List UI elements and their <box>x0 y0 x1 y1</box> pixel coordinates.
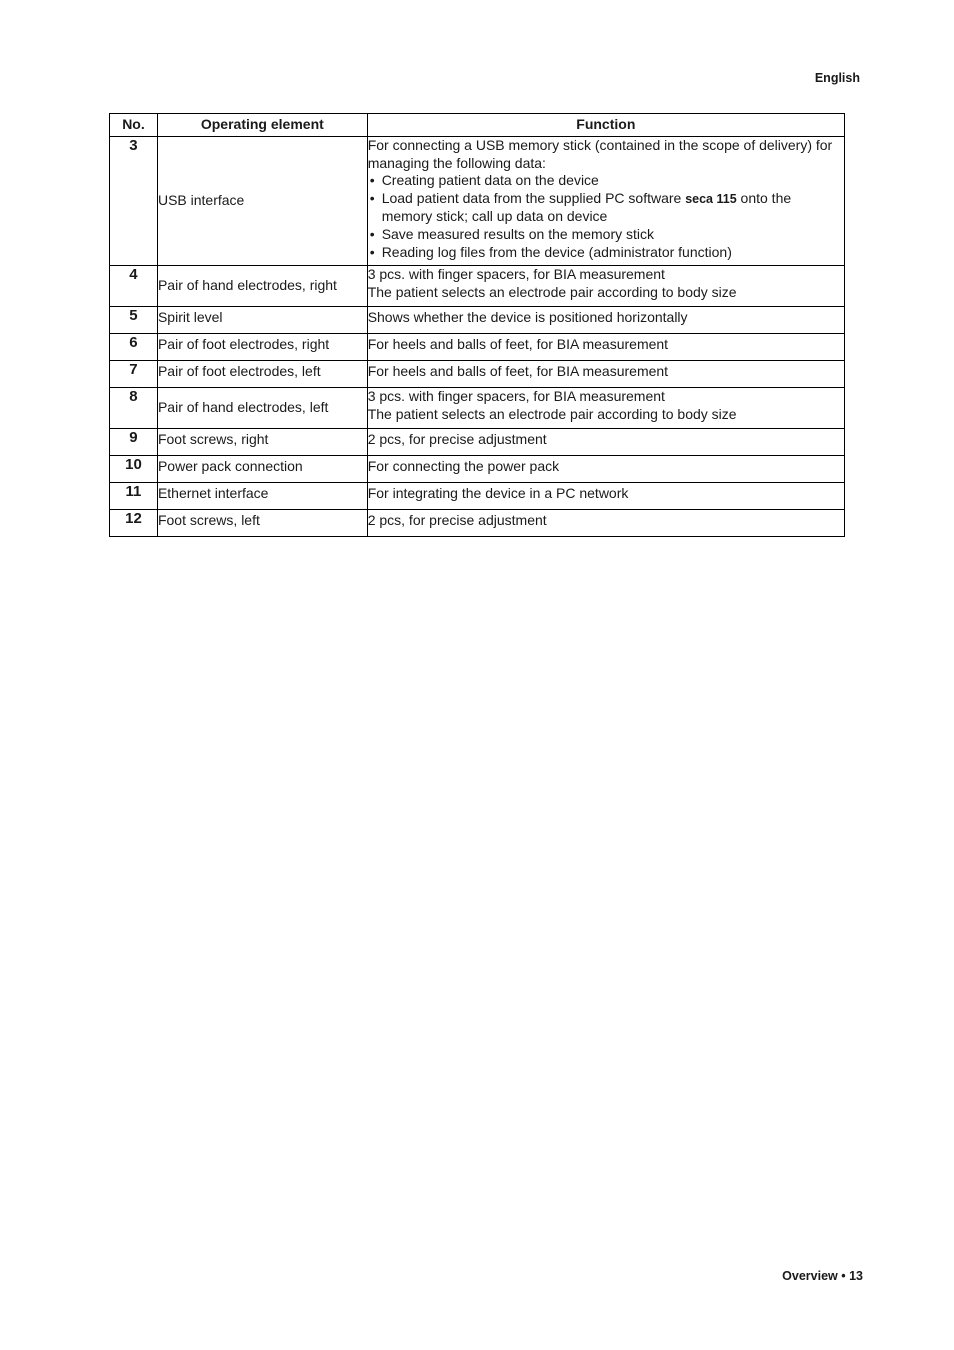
product-name: seca 115 <box>685 191 737 206</box>
table-row <box>110 307 845 334</box>
operating-element: Foot screws, left <box>157 510 367 537</box>
table-header-row <box>110 114 845 137</box>
operating-element: Pair of foot electrodes, left <box>157 361 367 388</box>
function-description <box>367 137 844 266</box>
row-number: 4 <box>110 266 158 307</box>
function-line: 3 pcs. with finger spacers, for BIA measurement <box>367 388 665 404</box>
function-description: For heels and balls of feet, for BIA measurement <box>367 361 844 388</box>
column-header-operating-element: Operating element <box>157 114 367 137</box>
operating-element: Pair of hand electrodes, right <box>157 266 367 307</box>
operating-element: Pair of hand electrodes, left <box>157 388 367 429</box>
bullet-item: • Save measured results on the memory stick <box>368 226 844 244</box>
function-bullet-list <box>368 172 844 261</box>
operating-elements-table <box>109 113 845 537</box>
function-line: 3 pcs. with finger spacers, for BIA measurement <box>367 266 665 282</box>
bullet-item: • Reading log files from the device (administrator function) <box>368 244 844 262</box>
row-number: 12 <box>110 510 158 537</box>
function-description: For integrating the device in a PC network <box>367 483 844 510</box>
function-description: 2 pcs, for precise adjustment <box>367 429 844 456</box>
language-label: English <box>814 71 860 85</box>
table-row <box>110 334 845 361</box>
table-row <box>110 483 845 510</box>
function-description <box>367 266 844 307</box>
function-description: For heels and balls of feet, for BIA measurement <box>367 334 844 361</box>
row-number: 5 <box>110 307 158 334</box>
table-row <box>110 266 845 307</box>
function-line: The patient selects an electrode pair according to body size <box>367 405 737 422</box>
operating-element: Spirit level <box>157 307 367 334</box>
row-number: 11 <box>110 483 158 510</box>
function-intro: For connecting a USB memory stick (contained in the scope of delivery) for managing the following data: <box>367 137 833 171</box>
bullet-item: • Creating patient data on the device <box>368 172 844 190</box>
bullet-text: onto the memory stick; call up data on device <box>381 189 792 225</box>
row-number: 10 <box>110 456 158 483</box>
operating-element: Power pack connection <box>157 456 367 483</box>
table-row <box>110 510 845 537</box>
column-header-no: No. <box>110 114 158 137</box>
operating-element: Ethernet interface <box>157 483 367 510</box>
row-number: 9 <box>110 429 158 456</box>
table-row <box>110 429 845 456</box>
function-description: Shows whether the device is positioned horizontally <box>367 307 844 334</box>
operating-element: USB interface <box>157 137 367 266</box>
function-line: The patient selects an electrode pair according to body size <box>367 283 737 300</box>
bullet-item <box>368 190 844 226</box>
function-description: For connecting the power pack <box>367 456 844 483</box>
table-row <box>110 361 845 388</box>
table-row <box>110 137 845 266</box>
operating-element: Foot screws, right <box>157 429 367 456</box>
function-description <box>367 388 844 429</box>
bullet-text: Load patient data from the supplied PC software <box>381 189 686 206</box>
page-footer: Overview • 13 <box>782 1269 863 1283</box>
table-row <box>110 388 845 429</box>
row-number: 8 <box>110 388 158 429</box>
function-description: 2 pcs, for precise adjustment <box>367 510 844 537</box>
table-row <box>110 456 845 483</box>
column-header-function: Function <box>367 114 844 137</box>
row-number: 3 <box>110 137 158 266</box>
operating-element: Pair of foot electrodes, right <box>157 334 367 361</box>
row-number: 7 <box>110 361 158 388</box>
row-number: 6 <box>110 334 158 361</box>
